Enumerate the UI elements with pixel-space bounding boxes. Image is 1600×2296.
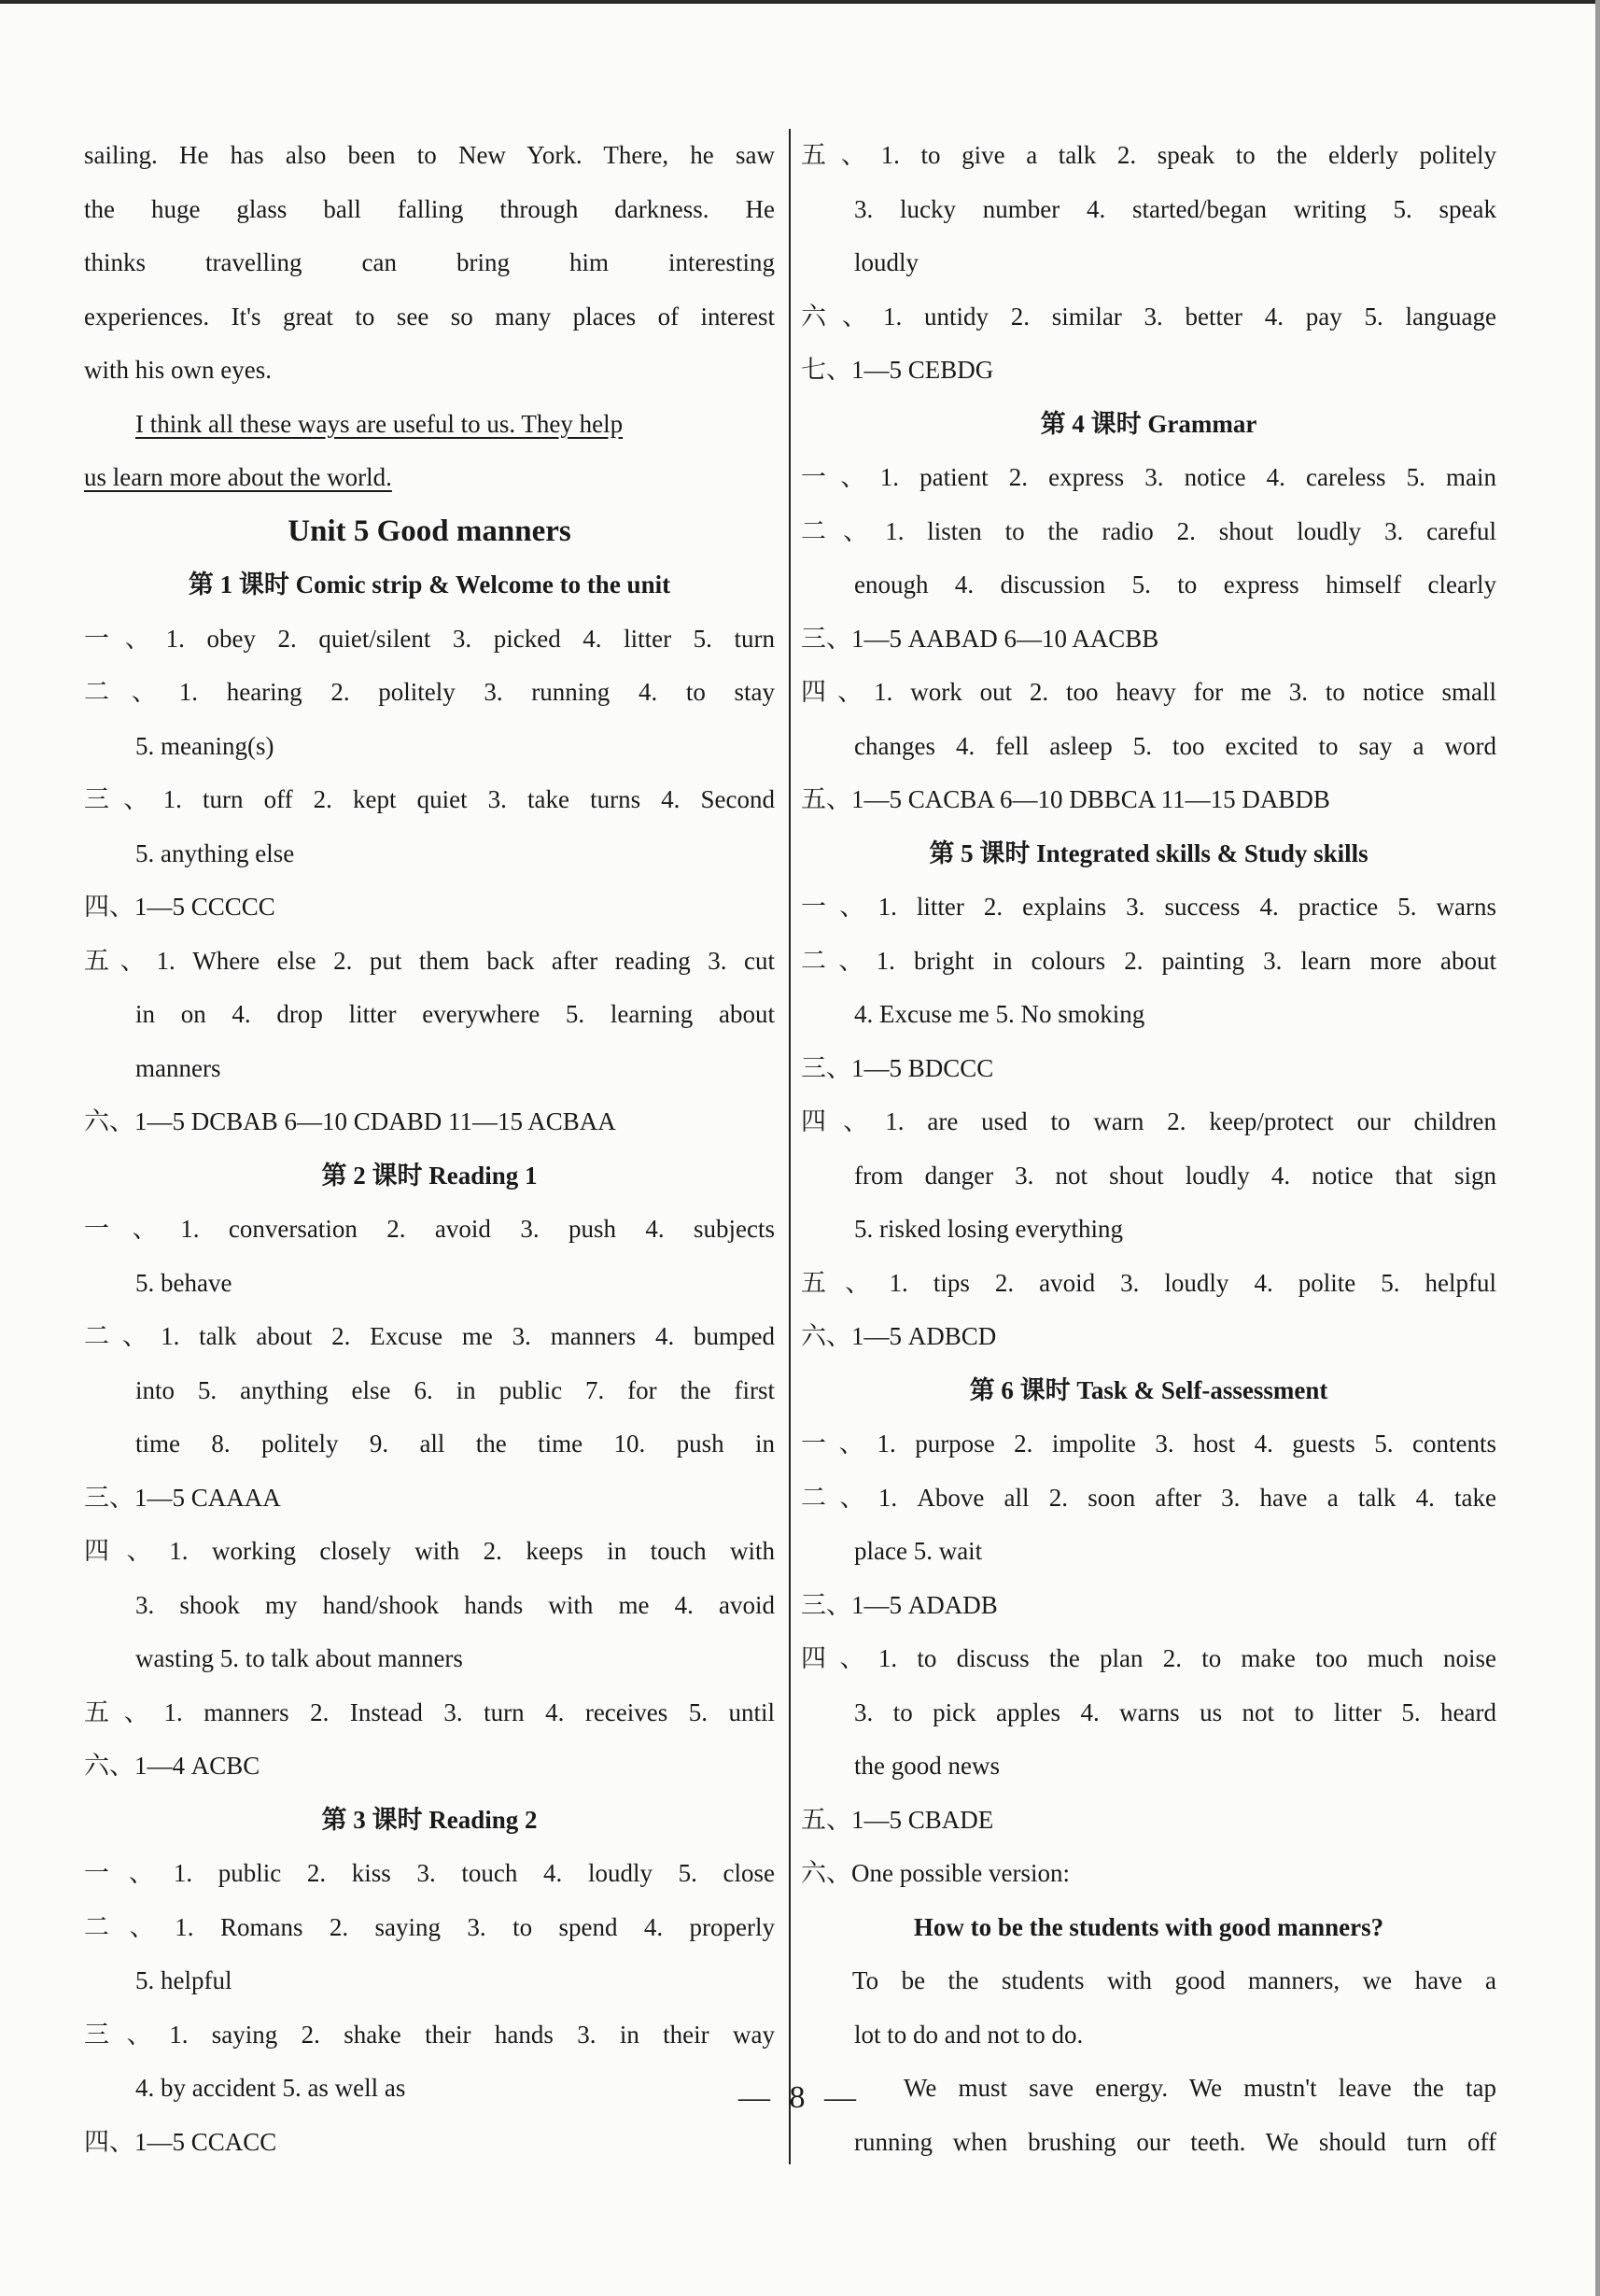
text-line: with his own eyes. (84, 356, 272, 384)
answer-line: 五、1. to give a talk 2. speak to the elderly politely (801, 141, 1496, 169)
answer-line: 4. by accident 5. as well as (135, 2074, 406, 2102)
answer-line: 六、One possible version: (801, 1859, 1070, 1887)
answer-line: the good news (854, 1752, 1000, 1780)
answer-line: manners (135, 1053, 221, 1082)
answer-line: 一、1. conversation 2. avoid 3. push 4. subjects (84, 1215, 775, 1243)
essay-line: running when brushing our teeth. We should turn off (854, 2127, 1496, 2156)
answer-line: 一、1. patient 2. express 3. notice 4. careless 5. main (801, 463, 1496, 491)
answer-line: 三、1—5 CAAAA (84, 1483, 281, 1512)
answer-line: enough 4. discussion 5. to express himself clearly (854, 570, 1496, 599)
answer-line: 三、1. saying 2. shake their hands 3. in their way (84, 2020, 775, 2049)
answer-line: 二、1. bright in colours 2. painting 3. learn more about (801, 946, 1496, 975)
text-line: the huge glass ball falling through darkness. He (84, 194, 775, 223)
answer-line: 二、1. Romans 2. saying 3. to spend 4. properly (84, 1912, 775, 1941)
answer-line: 四、1. work out 2. too heavy for me 3. to notice small (801, 678, 1496, 706)
answer-line: 五、1—5 CBADE (801, 1805, 994, 1834)
lesson-heading: 第 5 课时 Integrated skills & Study skills (929, 838, 1368, 867)
text-line: experiences. It's great to see so many places of interest (84, 302, 775, 331)
answer-line: loudly (854, 248, 919, 276)
essay-title: How to be the students with good manners? (913, 1912, 1384, 1941)
underlined-text: I think all these ways are useful to us. They help (135, 409, 624, 438)
answer-line: 五、1. Where else 2. put them back after reading 3. cut (84, 946, 775, 975)
answer-line: 三、1—5 ADADB (801, 1590, 998, 1619)
lesson-heading: 第 4 课时 Grammar (1040, 409, 1257, 438)
answer-line: 六、1—4 ACBC (84, 1752, 260, 1780)
answer-line: 七、1—5 CEBDG (801, 356, 994, 384)
answer-line: 5. risked losing everything (854, 1215, 1123, 1243)
page-edge (1595, 0, 1600, 2296)
answer-line: 3. shook my hand/shook hands with me 4. avoid (135, 1590, 775, 1619)
lesson-heading: 第 2 课时 Reading 1 (321, 1161, 538, 1190)
answer-line: 5. behave (135, 1268, 232, 1297)
answer-line: 4. Excuse me 5. No smoking (854, 1000, 1145, 1028)
answer-line: 五、1. manners 2. Instead 3. turn 4. receives 5. until (84, 1697, 775, 1726)
left-column (84, 129, 775, 2169)
answer-line: 四、1. to discuss the plan 2. to make too much noise (801, 1644, 1496, 1672)
answer-line: 二、1. hearing 2. politely 3. running 4. to stay (84, 678, 775, 706)
text-line: thinks travelling can bring him interesting (84, 248, 775, 276)
essay-line: We must save energy. We mustn't leave the tap (904, 2074, 1496, 2102)
answer-line: 四、1. are used to warn 2. keep/protect our children (801, 1107, 1496, 1135)
answer-line: 六、1—5 ADBCD (801, 1322, 997, 1350)
answer-line: 3. to pick apples 4. warns us not to litter 5. heard (854, 1697, 1496, 1726)
answer-line: from danger 3. not shout loudly 4. notice that sign (854, 1161, 1496, 1190)
answer-line: 三、1—5 AABAD 6—10 AACBB (801, 624, 1159, 653)
answer-line: 六、1—5 DCBAB 6—10 CDABD 11—15 ACBAA (84, 1107, 616, 1135)
answer-line: in on 4. drop litter everywhere 5. learning about (135, 1000, 775, 1028)
answer-line: 5. meaning(s) (135, 731, 274, 760)
answer-line: 二、1. listen to the radio 2. shout loudly 3. careful (801, 516, 1496, 545)
answer-line: 二、1. talk about 2. Excuse me 3. manners 4. bumped (84, 1322, 775, 1350)
answer-line: 5. anything else (135, 838, 295, 867)
answer-line: 一、1. obey 2. quiet/silent 3. picked 4. litter 5. turn (84, 624, 775, 653)
answer-line: into 5. anything else 6. in public 7. for the first (135, 1375, 775, 1404)
answer-line: 3. lucky number 4. started/began writing 5. speak (854, 194, 1496, 223)
underlined-text: us learn more about the world. (84, 463, 392, 491)
text-line: sailing. He has also been to New York. There, he saw (84, 141, 775, 169)
answer-line: 四、1—5 CCCCC (84, 893, 275, 921)
column-divider (789, 129, 791, 2164)
essay-line: To be the students with good manners, we have a (852, 1966, 1496, 1994)
answer-line: 三、1—5 BDCCC (801, 1053, 994, 1082)
answer-line: time 8. politely 9. all the time 10. push in (135, 1430, 775, 1458)
lesson-heading: 第 1 课时 Comic strip & Welcome to the unit (188, 570, 671, 599)
text-line (84, 398, 775, 452)
top-rule (0, 0, 1600, 4)
essay-line: lot to do and not to do. (854, 2020, 1084, 2049)
answer-line: 5. helpful (135, 1966, 232, 1994)
answer-line: 一、1. public 2. kiss 3. touch 4. loudly 5. close (84, 1859, 775, 1887)
answer-line: 一、1. litter 2. explains 3. success 4. practice 5. warns (801, 893, 1496, 921)
lesson-heading: 第 6 课时 Task & Self-assessment (969, 1375, 1328, 1404)
answer-line: changes 4. fell asleep 5. too excited to say a word (854, 731, 1496, 760)
page-number: — 8 — (738, 2080, 862, 2115)
lesson-heading: 第 3 课时 Reading 2 (321, 1805, 538, 1834)
right-column (801, 129, 1496, 2169)
answer-line: wasting 5. to talk about manners (135, 1644, 463, 1672)
answer-line: 五、1—5 CACBA 6—10 DBBCA 11—15 DABDB (801, 785, 1330, 813)
text-line (84, 451, 775, 505)
unit-title: Unit 5 Good manners (288, 514, 571, 548)
answer-line: 四、1—5 CCACC (84, 2127, 277, 2156)
answer-line: 二、1. Above all 2. soon after 3. have a talk 4. take (801, 1483, 1496, 1512)
answer-line: 三、1. turn off 2. kept quiet 3. take turns 4. Second (84, 785, 775, 813)
answer-line: 一、1. purpose 2. impolite 3. host 4. guests 5. contents (801, 1430, 1496, 1458)
answer-line: 四、1. working closely with 2. keeps in touch with (84, 1537, 775, 1565)
answer-line: 六、1. untidy 2. similar 3. better 4. pay 5. language (801, 302, 1496, 331)
answer-line: place 5. wait (854, 1537, 983, 1565)
answer-line: 五、1. tips 2. avoid 3. loudly 4. polite 5. helpful (801, 1268, 1496, 1297)
